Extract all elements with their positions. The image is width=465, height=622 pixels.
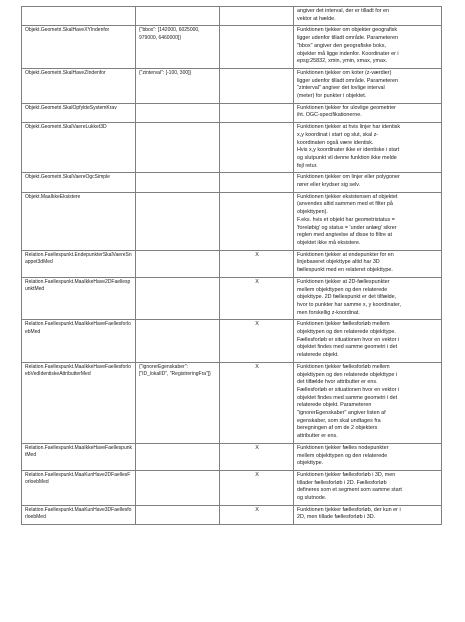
description-line: epsg:25832, xmin, ymin, xmax, ymax. (297, 58, 388, 65)
rule-mark-cell: X (220, 320, 294, 363)
table-row (22, 250, 442, 277)
table-row (22, 362, 442, 443)
rule-mark-cell (220, 192, 294, 250)
rule-name-cell: Relation.Faellespunkt.MaaIkkeHaveFaellesforloebMed (22, 320, 136, 363)
rule-mark-cell (220, 173, 294, 192)
table-row (22, 443, 442, 470)
rule-parameter-cell (136, 277, 220, 320)
rule-name-cell: Objekt.Geometri.SkalHaveXYIndenfor (22, 26, 136, 69)
description-line: reglen med angivelse af disse to filtre at (297, 232, 392, 239)
rule-name-cell: Objekt.MaaIkkeEksistere (22, 192, 136, 250)
description-line: objektet findes med samme geometri i det (297, 344, 398, 351)
rule-mark-cell (220, 7, 294, 26)
description-line: koordinaten også være identisk. (297, 139, 374, 146)
rule-name-cell: Relation.Faellespunkt.MaaKunHave2DFaellesForloebMed (22, 470, 136, 505)
description-line: Funktionen tjekker om linjer eller polygoner (297, 174, 400, 181)
rule-parameter-cell (136, 320, 220, 363)
description-line: objekttypen). (297, 209, 328, 216)
rule-description-cell (294, 505, 442, 524)
rule-parameter-cell: {"zinterval": [-100, 300]} (136, 68, 220, 103)
rule-description-cell (294, 173, 442, 192)
rule-description-cell (294, 470, 442, 505)
rule-description-cell (294, 362, 442, 443)
rule-mark-cell: X (220, 443, 294, 470)
description-line: iht. OGC-specifikationerne. (297, 112, 362, 119)
description-line: Fællesforløb er situationen hvor en vektor i (297, 336, 400, 343)
description-line: Funktionen tjekker fælles nodepunkter (297, 444, 389, 451)
rule-mark-cell: X (220, 277, 294, 320)
rule-description-cell (294, 103, 442, 122)
description-line: hvor to punkter har samme x, y koordinater, (297, 301, 401, 308)
rule-parameter-cell (136, 7, 220, 26)
rule-parameter-cell: {"bbox": [142000, 6025000, 979000, 6460000]} (136, 26, 220, 69)
table-row (22, 470, 442, 505)
description-line: objekttypen og den relaterede objekttype. (297, 329, 396, 336)
rule-description-cell (294, 443, 442, 470)
rule-mark-cell (220, 123, 294, 173)
description-line: Funktionen tjekker eksistensen af objektet (297, 193, 398, 200)
description-line: egenskaber, som skal undtages fra (297, 417, 381, 424)
rule-name-cell (22, 7, 136, 26)
rule-mark-cell (220, 103, 294, 122)
description-line: Fællesforløb er situationen hvor en vektor i (297, 386, 400, 393)
description-line: x,y koordinat i start og slut, skal z- (297, 131, 379, 138)
description-line: (anvendes altid sammen med et filter på (297, 201, 393, 208)
description-line: fællespunkt med en relateret objekttype. (297, 267, 393, 274)
description-line: "zinterval" angiver det lovlige interval (297, 85, 385, 92)
description-line: objektet ikke må eksistere. (297, 239, 361, 246)
rule-parameter-cell (136, 103, 220, 122)
description-line: F.eks. hvis et objekt har geometristatus = (297, 216, 395, 223)
rule-name-cell: Relation.Faellespunkt.MaaKunHave3DFaellesforloebMed (22, 505, 136, 524)
description-line: objekttypen og den relaterede objekttype i (297, 371, 398, 378)
description-line: men forskellig z-koordinat. (297, 309, 360, 316)
description-line: mellem objekttypen og den relaterede (297, 286, 388, 293)
description-line: objektet findes med samme geometri i det (297, 394, 398, 401)
table-row (22, 68, 442, 103)
description-line: attributter er ens. (297, 433, 338, 440)
table-row (22, 173, 442, 192)
description-line: Funktionen tjekker om koter (z-værdier) (297, 69, 392, 76)
table-row (22, 123, 442, 173)
rule-mark-cell: X (220, 470, 294, 505)
rule-description-cell (294, 7, 442, 26)
description-line: Funktionen tjekker fællesforløb i 3D, men (297, 471, 396, 478)
description-line: objekttype. 2D fællespunkt er det tilfælde, (297, 294, 397, 301)
table-row (22, 26, 442, 69)
rule-name-cell: Relation.Faellespunkt.MaaIkkeHave2DFaellespunktMed (22, 277, 136, 320)
description-line: beregningen af om de 2 objekters (297, 425, 378, 432)
rule-mark-cell: X (220, 250, 294, 277)
description-line: Hvis x,y koordinater ikke er identiske i start (297, 147, 400, 154)
rule-name-cell: Objekt.Geometri.SkalOpfyldeSystemKrav (22, 103, 136, 122)
rule-parameter-cell (136, 443, 220, 470)
rule-name-cell: Objekt.Geometri.SkalVaereOgcSimple (22, 173, 136, 192)
description-line: og slutpunkt vil denne funktion ikke melde (297, 154, 397, 161)
rule-mark-cell: X (220, 505, 294, 524)
description-line: Funktionen tjekker fællesforløb, der kun er i (297, 506, 401, 513)
description-line: og slutnode. (297, 495, 327, 502)
rule-description-cell (294, 320, 442, 363)
description-line: rører eller krydser sig selv. (297, 182, 361, 189)
table-row (22, 320, 442, 363)
description-line: relaterede objekt. Parameteren (297, 402, 372, 409)
description-line: Funktionen tjekker at endepunkter for en (297, 251, 394, 258)
rule-name-cell: Relation.Faellespunkt.MaaIkkeHaveFaellesforloebVedIdentiskeAttributterMed (22, 362, 136, 443)
rule-parameter-cell (136, 123, 220, 173)
description-line: 'foreløbig' og status = 'under anlæg' sikrer (297, 224, 397, 231)
description-line: defineres som et segment som samme start (297, 487, 402, 494)
rule-name-cell: Objekt.Geometri.SkalVaereLukket3D (22, 123, 136, 173)
rule-description-cell (294, 192, 442, 250)
rule-description-cell (294, 250, 442, 277)
rules-table (21, 6, 442, 525)
description-line: "ignorerEgenskaber" angiver listen af (297, 410, 386, 417)
rule-mark-cell (220, 26, 294, 69)
description-line: vektor at hælde. (297, 15, 336, 22)
rule-parameter-cell (136, 250, 220, 277)
description-line: Funktionen tjekker at 2D-fællespunkter (297, 278, 390, 285)
rule-name-cell: Relation.Faellespunkt.MaaIkkeHaveFaellespunktMed (22, 443, 136, 470)
description-line: angiver det interval, der er tilladt for en (297, 8, 389, 14)
description-line: linjebaseret objekttype altid har 3D (297, 259, 380, 266)
description-line: ligger udenfor tilladt område. Parameteren (297, 35, 398, 42)
description-line: "bbox" angiver den geografiske boks, (297, 42, 386, 49)
description-line: objekttype. (297, 460, 324, 467)
rule-parameter-cell (136, 192, 220, 250)
table-row (22, 277, 442, 320)
rule-parameter-cell (136, 470, 220, 505)
rule-name-cell: Relation.Faellespunkt.EndepunkterSkalVaereSnappet3dMed (22, 250, 136, 277)
rule-parameter-cell (136, 173, 220, 192)
rule-parameter-cell: {"ignorerEgenskaber": ["ID_lokalID", "RegistreringFra"]} (136, 362, 220, 443)
rule-description-cell (294, 123, 442, 173)
description-line: mellem objekttypen og den relaterede (297, 452, 388, 459)
description-line: Funktionen tjekker fællesforløb mellem (297, 321, 390, 328)
description-line: 2D, men tillade fællesforløb i 3D. (297, 514, 376, 521)
rule-description-cell (294, 26, 442, 69)
table-row (22, 103, 442, 122)
description-line: objekter må ligge indenfor. Koordinater er i (297, 50, 399, 57)
rules-table-body (22, 7, 442, 525)
table-row (22, 192, 442, 250)
table-row (22, 7, 442, 26)
rule-mark-cell (220, 68, 294, 103)
description-line: fejl retur. (297, 162, 318, 169)
description-line: (meter) for punkter i objektet. (297, 93, 367, 100)
rule-description-cell (294, 277, 442, 320)
rule-description-cell (294, 68, 442, 103)
description-line: Funktionen tjekker at hvis linjer har identisk (297, 124, 401, 131)
description-line: relaterede objekt. (297, 352, 339, 359)
description-line: Funktionen tjekker fællesforløb mellem (297, 363, 390, 370)
rule-name-cell: Objekt.Geometri.SkalHaveZIndenfor (22, 68, 136, 103)
description-line: ligger udenfor tilladt område. Parameteren (297, 77, 398, 84)
description-line: Funktionen tjekker for ulovlige geometrier (297, 104, 396, 111)
description-line: tillader fællesforløb i 2D. Fællesforløb (297, 479, 387, 486)
description-line: det tilfælde hvor attributter er ens. (297, 379, 378, 386)
description-line: Funktionen tjekker om objekter geografisk (297, 27, 398, 34)
rule-mark-cell: X (220, 362, 294, 443)
table-row (22, 505, 442, 524)
rule-parameter-cell (136, 505, 220, 524)
